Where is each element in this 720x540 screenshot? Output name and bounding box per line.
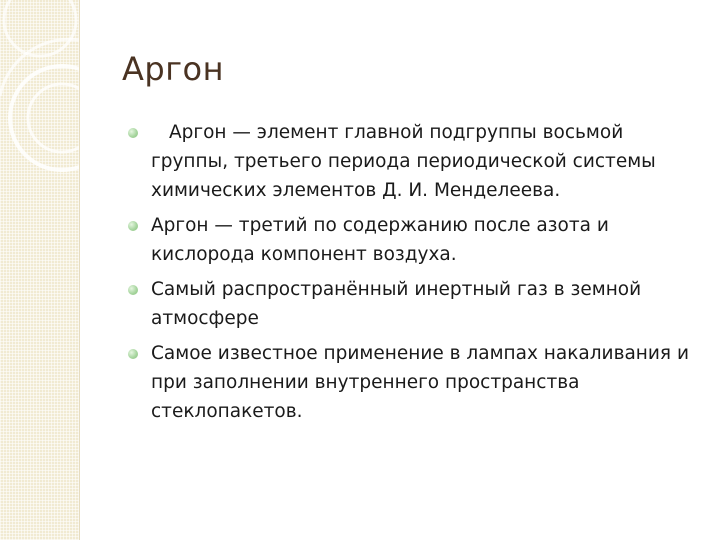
strip-divider	[79, 0, 80, 540]
bullet-dot-icon	[128, 349, 138, 359]
list-item	[130, 339, 700, 426]
slide-title: Аргон	[122, 50, 225, 88]
bullet-text: Самое известное применение в лампах накаливания и при заполнении внутреннего пространства стеклопакетов.	[151, 343, 689, 422]
bullet-text: Аргон — третий по содержанию после азота и кислорода компонент воздуха.	[151, 215, 609, 265]
decorative-circles-graphic	[0, 0, 79, 540]
bullet-dot-icon	[128, 221, 138, 231]
bullet-dot-icon	[128, 285, 138, 295]
bullet-dot-icon	[128, 128, 138, 138]
bullet-text: Аргон — элемент главной подгруппы восьмой группы, третьего периода периодической системы химических элементов Д. И. Менделеева.	[151, 122, 656, 201]
decorative-side-strip	[0, 0, 79, 540]
list-item	[130, 275, 700, 333]
list-item	[130, 118, 700, 205]
bullet-text: Самый распространённый инертный газ в земной атмосфере	[151, 279, 642, 329]
bullet-list	[130, 118, 700, 432]
list-item	[130, 211, 700, 269]
